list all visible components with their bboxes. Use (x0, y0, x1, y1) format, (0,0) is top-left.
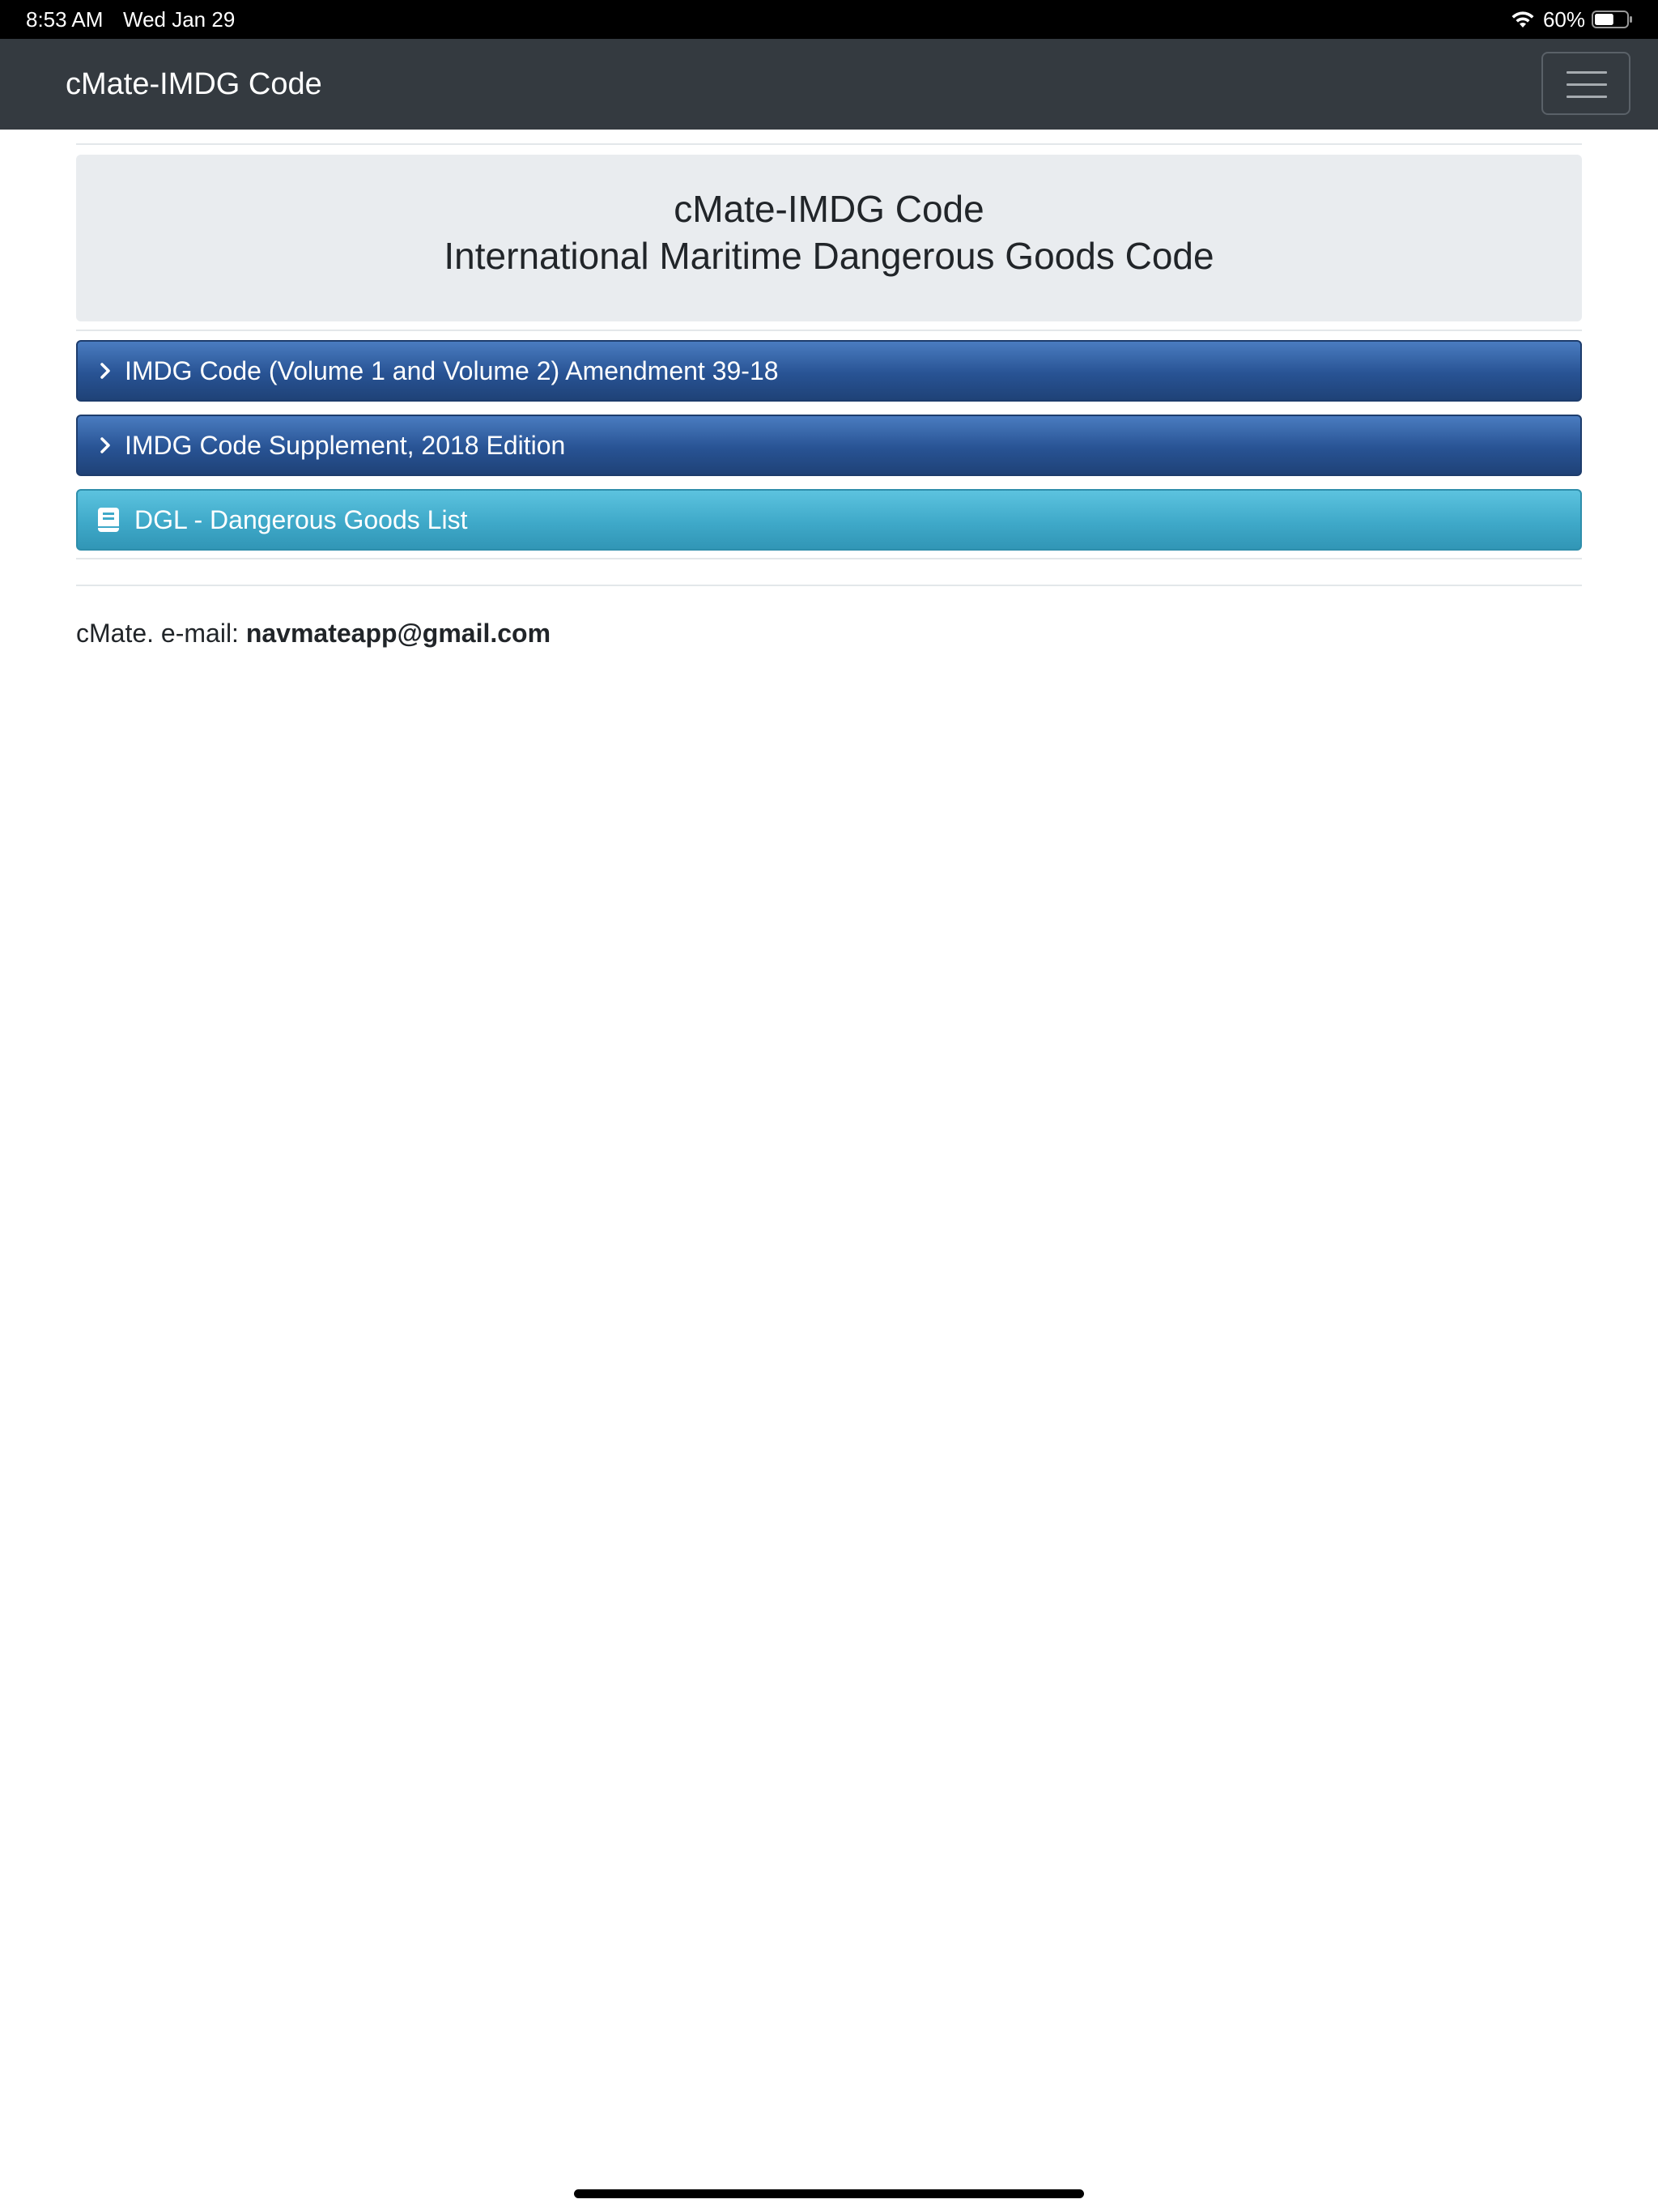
status-date: Wed Jan 29 (123, 7, 236, 32)
imdg-code-supplement-label: IMDG Code Supplement, 2018 Edition (125, 431, 566, 460)
battery-percent: 60% (1542, 7, 1585, 32)
wifi-icon (1509, 10, 1537, 29)
battery-icon (1592, 10, 1634, 29)
page-title: cMate-IMDG Code (674, 188, 984, 230)
dangerous-goods-list-label: DGL - Dangerous Goods List (134, 505, 468, 534)
navbar-brand[interactable]: cMate-IMDG Code (66, 67, 322, 101)
hamburger-menu-icon (1567, 71, 1607, 74)
divider-top (76, 143, 1582, 145)
footer-prefix: cMate. e-mail: (76, 619, 246, 648)
chevron-right-icon (96, 436, 115, 455)
divider-menu (76, 558, 1582, 559)
status-right (1509, 0, 1634, 39)
divider-header (76, 330, 1582, 331)
footer-contact (76, 614, 551, 653)
chevron-right-icon (96, 361, 115, 381)
status-time: 8:53 AM (26, 7, 104, 32)
imdg-code-volumes-label: IMDG Code (Volume 1 and Volume 2) Amendment 39-18 (125, 356, 779, 385)
page-subtitle: International Maritime Dangerous Goods Code (444, 235, 1214, 277)
menu-toggle-button[interactable] (1541, 52, 1630, 115)
home-indicator[interactable] (574, 2189, 1084, 2198)
page-header (76, 155, 1582, 321)
imdg-code-supplement-button[interactable] (76, 415, 1582, 476)
hamburger-menu-icon-bar-2 (1567, 83, 1607, 86)
imdg-code-volumes-button[interactable] (76, 340, 1582, 402)
book-icon (97, 507, 120, 533)
footer-email[interactable]: navmateapp@gmail.com (245, 619, 551, 648)
dangerous-goods-list-button[interactable] (76, 489, 1582, 551)
hamburger-menu-icon-bar-3 (1567, 96, 1607, 98)
navbar (0, 39, 1658, 130)
status-bar (0, 0, 1658, 39)
divider-footer (76, 585, 1582, 586)
